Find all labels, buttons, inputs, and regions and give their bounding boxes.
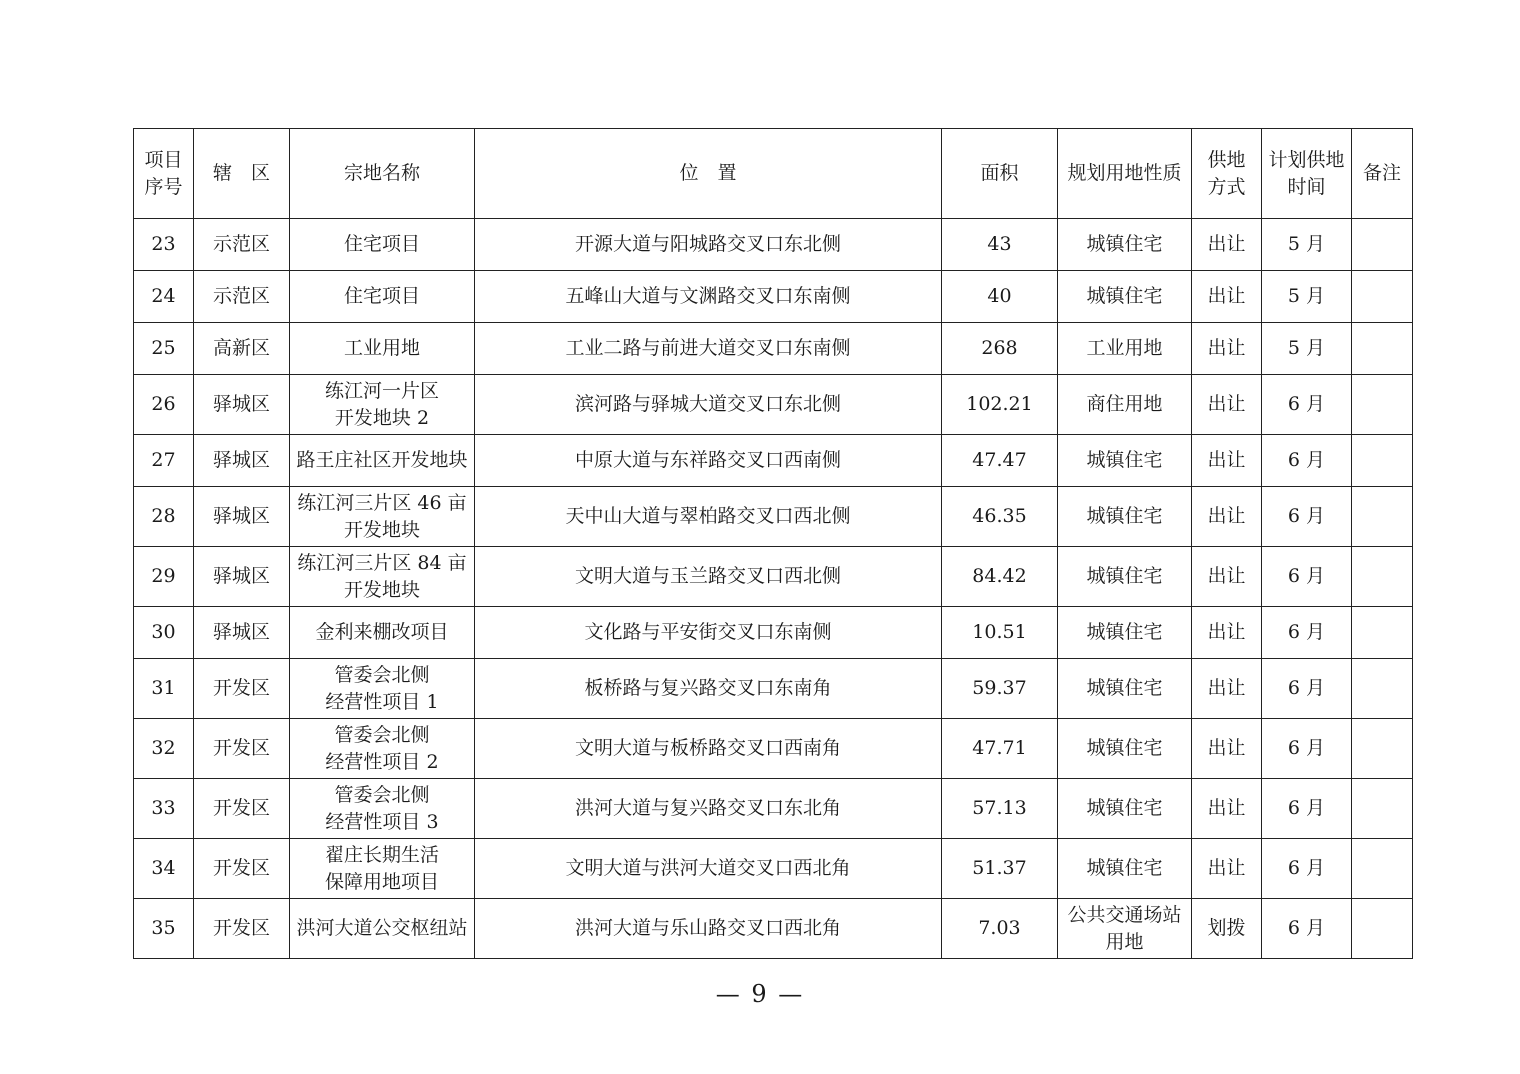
header-land-use: [1058, 129, 1192, 219]
cell-district: [194, 659, 290, 719]
cell-remarks: [1352, 779, 1413, 839]
cell-text: 31: [151, 677, 176, 699]
cell-text: 出让: [1207, 565, 1246, 587]
cell-district: [194, 487, 290, 547]
header-text: 辖 区: [212, 162, 270, 184]
cell-parcel-name: [290, 271, 475, 323]
cell-supply-method: [1192, 899, 1262, 959]
cell-district: [194, 435, 290, 487]
header-text: 备注: [1362, 162, 1401, 184]
cell-text: 经营性项目 2: [325, 750, 439, 773]
cell-text: 城镇住宅: [1086, 565, 1163, 587]
cell-land-use: [1058, 219, 1192, 271]
header-parcel-name: [290, 129, 475, 219]
cell-remarks: [1352, 719, 1413, 779]
cell-serial-no: [134, 271, 194, 323]
cell-text: 板桥路与复兴路交叉口东南角: [584, 677, 832, 699]
header-supply-method: [1192, 129, 1262, 219]
cell-supply-method: [1192, 375, 1262, 435]
cell-parcel-name: [290, 219, 475, 271]
cell-remarks: [1352, 271, 1413, 323]
cell-text: 出让: [1207, 677, 1246, 699]
cell-text: 出让: [1207, 337, 1246, 359]
cell-text: 出让: [1207, 857, 1246, 879]
cell-planned-time: [1262, 375, 1352, 435]
header-text: 序号: [144, 175, 183, 198]
cell-remarks: [1352, 659, 1413, 719]
cell-planned-time: [1262, 547, 1352, 607]
cell-district: [194, 899, 290, 959]
table-row: [134, 719, 1413, 779]
cell-parcel-name: [290, 899, 475, 959]
cell-location: [475, 323, 942, 375]
cell-text: 练江河三片区 84 亩: [297, 551, 467, 574]
cell-text: 天中山大道与翠柏路交叉口西北侧: [565, 505, 851, 527]
cell-text: 6 月: [1287, 917, 1326, 939]
cell-district: [194, 719, 290, 779]
cell-location: [475, 435, 942, 487]
cell-district: [194, 375, 290, 435]
cell-remarks: [1352, 487, 1413, 547]
cell-text: 5 月: [1287, 337, 1326, 359]
cell-land-use: [1058, 487, 1192, 547]
cell-location: [475, 839, 942, 899]
cell-serial-no: [134, 839, 194, 899]
cell-text: 练江河三片区 46 亩: [297, 491, 467, 514]
cell-parcel-name: [290, 839, 475, 899]
cell-text: 32: [151, 737, 176, 759]
cell-location: [475, 719, 942, 779]
cell-supply-method: [1192, 487, 1262, 547]
cell-text: 出让: [1207, 621, 1246, 643]
cell-parcel-name: [290, 607, 475, 659]
cell-text: 5 月: [1287, 285, 1326, 307]
cell-text: 出让: [1207, 233, 1246, 255]
cell-text: 开发区: [212, 737, 270, 759]
cell-text: 城镇住宅: [1086, 797, 1163, 819]
cell-supply-method: [1192, 323, 1262, 375]
cell-area: [942, 719, 1058, 779]
table-row: [134, 323, 1413, 375]
cell-planned-time: [1262, 271, 1352, 323]
header-text: 项目: [144, 148, 183, 171]
cell-text: 住宅项目: [343, 285, 420, 307]
cell-serial-no: [134, 323, 194, 375]
table-row: [134, 487, 1413, 547]
cell-text: 59.37: [972, 677, 1027, 699]
cell-planned-time: [1262, 435, 1352, 487]
cell-text: 划拨: [1207, 917, 1246, 939]
cell-text: 开发区: [212, 917, 270, 939]
cell-text: 27: [151, 449, 176, 471]
header-serial-no: [134, 129, 194, 219]
cell-text: 翟庄长期生活: [324, 843, 439, 866]
cell-text: 城镇住宅: [1086, 857, 1163, 879]
cell-planned-time: [1262, 607, 1352, 659]
cell-text: 高新区: [212, 337, 270, 359]
cell-parcel-name: [290, 487, 475, 547]
cell-text: 102.21: [966, 393, 1033, 415]
cell-text: 洪河大道与乐山路交叉口西北角: [574, 917, 841, 939]
cell-remarks: [1352, 899, 1413, 959]
cell-district: [194, 271, 290, 323]
cell-parcel-name: [290, 375, 475, 435]
cell-supply-method: [1192, 779, 1262, 839]
cell-land-use: [1058, 435, 1192, 487]
cell-district: [194, 323, 290, 375]
cell-location: [475, 607, 942, 659]
cell-area: [942, 607, 1058, 659]
cell-district: [194, 779, 290, 839]
cell-area: [942, 779, 1058, 839]
cell-remarks: [1352, 547, 1413, 607]
cell-text: 文明大道与板桥路交叉口西南角: [574, 737, 841, 759]
header-text: 计划供地: [1268, 148, 1345, 171]
cell-text: 练江河一片区: [324, 379, 439, 402]
header-text: 宗地名称: [343, 162, 420, 184]
cell-remarks: [1352, 839, 1413, 899]
cell-text: 工业用地: [1086, 337, 1163, 359]
cell-area: [942, 271, 1058, 323]
cell-text: 出让: [1207, 285, 1246, 307]
cell-planned-time: [1262, 839, 1352, 899]
cell-text: 示范区: [212, 285, 270, 307]
cell-area: [942, 899, 1058, 959]
cell-text: 29: [151, 565, 176, 587]
cell-parcel-name: [290, 779, 475, 839]
cell-text: 路王庄社区开发地块: [296, 449, 468, 471]
header-text: 时间: [1287, 175, 1326, 198]
cell-text: 住宅项目: [343, 233, 420, 255]
cell-text: 出让: [1207, 737, 1246, 759]
cell-location: [475, 487, 942, 547]
cell-text: 城镇住宅: [1086, 449, 1163, 471]
cell-area: [942, 323, 1058, 375]
cell-text: 开发区: [212, 857, 270, 879]
cell-text: 文明大道与玉兰路交叉口西北侧: [574, 565, 841, 587]
cell-text: 26: [151, 393, 176, 415]
table-row: [134, 607, 1413, 659]
cell-land-use: [1058, 779, 1192, 839]
cell-serial-no: [134, 219, 194, 271]
cell-text: 出让: [1207, 449, 1246, 471]
cell-planned-time: [1262, 219, 1352, 271]
cell-text: 6 月: [1287, 737, 1326, 759]
cell-text: 开发地块: [343, 518, 420, 541]
cell-parcel-name: [290, 435, 475, 487]
cell-land-use: [1058, 323, 1192, 375]
cell-location: [475, 271, 942, 323]
page-number: — 9 —: [715, 980, 805, 1008]
cell-text: 47.47: [972, 449, 1027, 471]
cell-land-use: [1058, 607, 1192, 659]
table-row: [134, 659, 1413, 719]
cell-land-use: [1058, 899, 1192, 959]
cell-text: 开发区: [212, 677, 270, 699]
header-remarks: [1352, 129, 1413, 219]
table-row: [134, 219, 1413, 271]
cell-text: 示范区: [212, 233, 270, 255]
cell-location: [475, 659, 942, 719]
cell-serial-no: [134, 375, 194, 435]
table-body: [134, 219, 1413, 959]
cell-text: 驿城区: [212, 621, 270, 643]
cell-location: [475, 779, 942, 839]
cell-text: 6 月: [1287, 677, 1326, 699]
cell-text: 6 月: [1287, 565, 1326, 587]
cell-serial-no: [134, 779, 194, 839]
cell-planned-time: [1262, 487, 1352, 547]
cell-planned-time: [1262, 899, 1352, 959]
cell-area: [942, 487, 1058, 547]
cell-text: 6 月: [1287, 857, 1326, 879]
cell-text: 25: [151, 337, 176, 359]
cell-text: 57.13: [972, 797, 1027, 819]
header-text: 方式: [1207, 175, 1246, 198]
table-row: [134, 375, 1413, 435]
cell-text: 管委会北侧: [334, 783, 430, 806]
header-text: 位 置: [679, 162, 737, 184]
cell-supply-method: [1192, 435, 1262, 487]
cell-serial-no: [134, 487, 194, 547]
header-area: [942, 129, 1058, 219]
cell-text: 保障用地项目: [324, 870, 439, 893]
cell-text: 洪河大道公交枢纽站: [296, 917, 468, 939]
cell-text: 10.51: [972, 621, 1027, 643]
cell-text: 6 月: [1287, 449, 1326, 471]
cell-text: 商住用地: [1086, 393, 1163, 415]
cell-supply-method: [1192, 219, 1262, 271]
cell-text: 驿城区: [212, 505, 270, 527]
cell-text: 文化路与平安街交叉口东南侧: [584, 621, 832, 643]
cell-text: 用地: [1105, 930, 1144, 953]
cell-text: 经营性项目 1: [325, 690, 439, 713]
cell-parcel-name: [290, 719, 475, 779]
cell-remarks: [1352, 375, 1413, 435]
cell-text: 工业用地: [343, 337, 420, 359]
cell-text: 城镇住宅: [1086, 677, 1163, 699]
land-supply-table: [133, 128, 1413, 959]
cell-text: 33: [151, 797, 176, 819]
header-text: 供地: [1207, 148, 1246, 171]
cell-text: 驿城区: [212, 449, 270, 471]
cell-text: 46.35: [972, 505, 1027, 527]
cell-text: 滨河路与驿城大道交叉口东北侧: [574, 393, 841, 415]
cell-planned-time: [1262, 779, 1352, 839]
cell-supply-method: [1192, 607, 1262, 659]
table-row: [134, 271, 1413, 323]
cell-serial-no: [134, 547, 194, 607]
cell-location: [475, 375, 942, 435]
cell-text: 30: [151, 621, 176, 643]
cell-supply-method: [1192, 547, 1262, 607]
cell-area: [942, 547, 1058, 607]
cell-text: 工业二路与前进大道交叉口东南侧: [565, 337, 851, 359]
cell-text: 管委会北侧: [334, 663, 430, 686]
cell-text: 开源大道与阳城路交叉口东北侧: [574, 233, 841, 255]
cell-text: 5 月: [1287, 233, 1326, 255]
cell-supply-method: [1192, 271, 1262, 323]
header-text: 面积: [980, 162, 1019, 184]
cell-text: 6 月: [1287, 505, 1326, 527]
cell-land-use: [1058, 271, 1192, 323]
cell-land-use: [1058, 547, 1192, 607]
cell-text: 文明大道与洪河大道交叉口西北角: [565, 857, 851, 879]
cell-text: 40: [987, 285, 1012, 307]
cell-text: 中原大道与东祥路交叉口西南侧: [574, 449, 841, 471]
table-row: [134, 547, 1413, 607]
cell-area: [942, 375, 1058, 435]
cell-text: 驿城区: [212, 393, 270, 415]
cell-area: [942, 219, 1058, 271]
cell-text: 268: [981, 337, 1018, 359]
cell-text: 6 月: [1287, 797, 1326, 819]
cell-area: [942, 435, 1058, 487]
cell-text: 公共交通场站: [1067, 903, 1182, 926]
cell-parcel-name: [290, 659, 475, 719]
cell-text: 出让: [1207, 797, 1246, 819]
cell-district: [194, 219, 290, 271]
cell-text: 51.37: [972, 857, 1027, 879]
cell-text: 35: [151, 917, 176, 939]
cell-remarks: [1352, 607, 1413, 659]
cell-text: 出让: [1207, 393, 1246, 415]
cell-text: 23: [151, 233, 176, 255]
cell-text: 6 月: [1287, 393, 1326, 415]
cell-land-use: [1058, 375, 1192, 435]
cell-text: 城镇住宅: [1086, 233, 1163, 255]
cell-remarks: [1352, 435, 1413, 487]
cell-serial-no: [134, 607, 194, 659]
cell-text: 84.42: [972, 565, 1027, 587]
cell-text: 城镇住宅: [1086, 505, 1163, 527]
cell-text: 开发地块 2: [334, 406, 430, 429]
cell-remarks: [1352, 219, 1413, 271]
table-row: [134, 899, 1413, 959]
cell-supply-method: [1192, 839, 1262, 899]
cell-location: [475, 547, 942, 607]
cell-area: [942, 659, 1058, 719]
cell-serial-no: [134, 719, 194, 779]
cell-text: 城镇住宅: [1086, 285, 1163, 307]
cell-planned-time: [1262, 323, 1352, 375]
cell-planned-time: [1262, 719, 1352, 779]
cell-serial-no: [134, 899, 194, 959]
cell-text: 五峰山大道与文渊路交叉口东南侧: [565, 285, 851, 307]
cell-text: 开发地块: [343, 578, 420, 601]
cell-land-use: [1058, 659, 1192, 719]
cell-text: 24: [151, 285, 176, 307]
cell-text: 28: [151, 505, 176, 527]
cell-supply-method: [1192, 659, 1262, 719]
cell-text: 金利来棚改项目: [315, 621, 449, 643]
cell-text: 出让: [1207, 505, 1246, 527]
table-row: [134, 779, 1413, 839]
cell-text: 城镇住宅: [1086, 621, 1163, 643]
cell-district: [194, 547, 290, 607]
cell-text: 6 月: [1287, 621, 1326, 643]
cell-serial-no: [134, 659, 194, 719]
table-row: [134, 839, 1413, 899]
cell-text: 7.03: [978, 917, 1021, 939]
header-text: 规划用地性质: [1067, 162, 1182, 184]
cell-text: 管委会北侧: [334, 723, 430, 746]
header-district: [194, 129, 290, 219]
cell-text: 驿城区: [212, 565, 270, 587]
cell-remarks: [1352, 323, 1413, 375]
cell-text: 城镇住宅: [1086, 737, 1163, 759]
cell-text: 经营性项目 3: [325, 810, 439, 833]
table-header-row: [134, 129, 1413, 219]
cell-location: [475, 899, 942, 959]
cell-text: 开发区: [212, 797, 270, 819]
cell-serial-no: [134, 435, 194, 487]
cell-location: [475, 219, 942, 271]
header-planned-time: [1262, 129, 1352, 219]
cell-area: [942, 839, 1058, 899]
cell-parcel-name: [290, 547, 475, 607]
cell-text: 47.71: [972, 737, 1027, 759]
cell-land-use: [1058, 719, 1192, 779]
table-row: [134, 435, 1413, 487]
cell-parcel-name: [290, 323, 475, 375]
cell-district: [194, 607, 290, 659]
cell-supply-method: [1192, 719, 1262, 779]
cell-district: [194, 839, 290, 899]
cell-land-use: [1058, 839, 1192, 899]
header-location: [475, 129, 942, 219]
cell-text: 43: [987, 233, 1012, 255]
cell-planned-time: [1262, 659, 1352, 719]
cell-text: 洪河大道与复兴路交叉口东北角: [574, 797, 841, 819]
cell-text: 34: [151, 857, 176, 879]
